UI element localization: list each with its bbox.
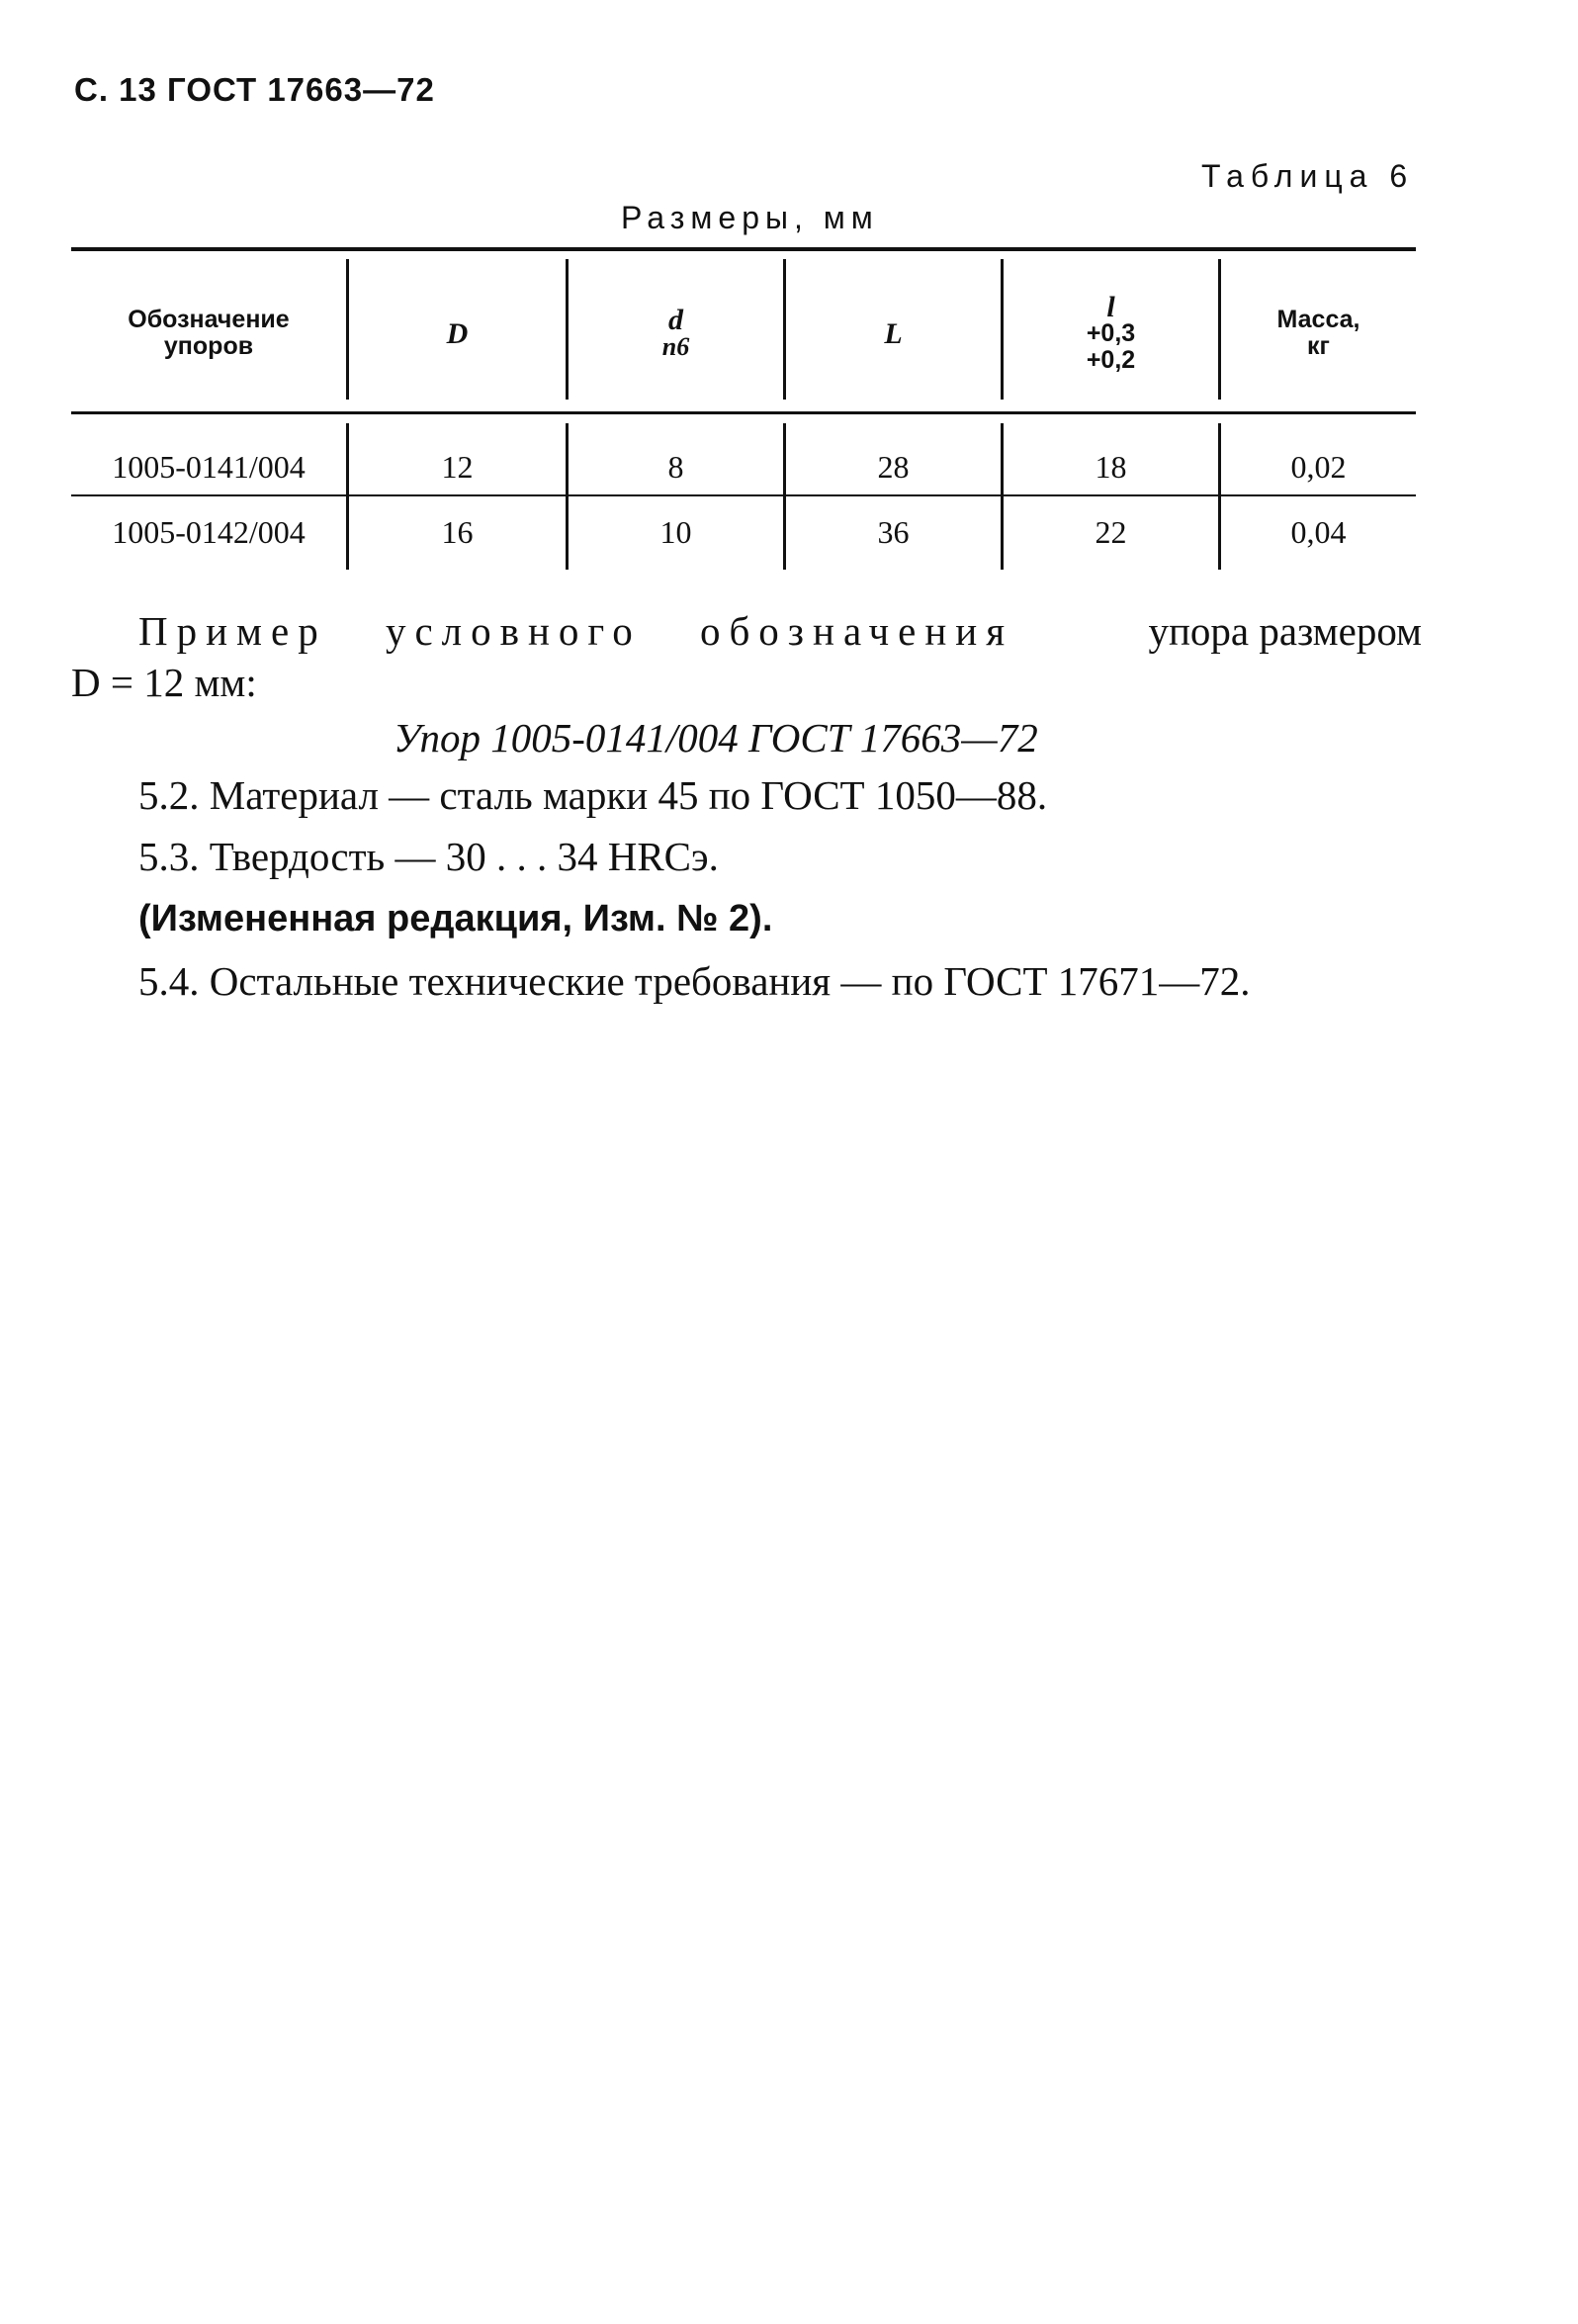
clause-5-3: 5.3. Твердость — 30 . . . 34 HRCэ. [138, 834, 719, 879]
example-designation: Упор 1005-0141/004 ГОСТ 17663—72 [394, 715, 1038, 760]
col-header-l-symbol: l [1106, 290, 1115, 323]
col-header-d-tolerance: n6 [661, 332, 690, 361]
col-header-d-symbol: d [668, 304, 683, 336]
clause-5-2: 5.2. Материал — сталь марки 45 по ГОСТ 1050—88. [138, 772, 1048, 818]
col-header-L-symbol: L [884, 316, 903, 350]
cell-D: 16 [441, 513, 474, 550]
col-header-l-upper-tolerance: +0,3 [1086, 318, 1136, 347]
cell-l: 18 [1095, 448, 1127, 485]
cell-D: 12 [441, 448, 474, 485]
col-header-mass [1221, 259, 1416, 407]
col-header-d [569, 259, 783, 407]
table-label: Таблица 6 [1201, 158, 1415, 194]
example-line-2: D = 12 мм: [71, 660, 257, 705]
col-header-designation-line2: упоров [163, 332, 254, 360]
row-divider [71, 494, 1416, 496]
cell-L: 36 [877, 513, 910, 550]
example-intro-spaced: Пример условного обозначения [138, 608, 1014, 654]
cell-designation: 1005-0141/004 [112, 448, 306, 485]
col-header-L [786, 259, 1001, 407]
col-header-designation [71, 259, 346, 407]
cell-d: 10 [659, 513, 692, 550]
example-line-1 [138, 605, 1422, 657]
example-intro-rest: упора размером [1148, 608, 1422, 654]
col-header-mass-line1: Масса, [1276, 306, 1360, 333]
revision-note: (Измененная редакция, Изм. № 2). [138, 898, 773, 939]
cell-L: 28 [877, 448, 910, 485]
col-header-D-symbol: D [446, 316, 469, 350]
page-header: С. 13 ГОСТ 17663—72 [74, 71, 435, 108]
cell-d: 8 [667, 448, 684, 485]
cell-mass: 0,04 [1290, 513, 1347, 550]
col-header-D [349, 259, 566, 407]
table-units: Размеры, мм [621, 200, 879, 235]
header-bottom-rule [71, 411, 1416, 414]
col-header-l [1004, 259, 1218, 407]
col-header-l-lower-tolerance: +0,2 [1086, 345, 1136, 374]
col-header-mass-line2: кг [1307, 332, 1330, 360]
cell-l: 22 [1095, 513, 1127, 550]
cell-designation: 1005-0142/004 [112, 513, 306, 550]
clause-5-4: 5.4. Остальные технические требования — по ГОСТ 17671—72. [138, 958, 1251, 1004]
table-top-rule [71, 247, 1416, 251]
col-header-designation-line1: Обозначение [128, 306, 290, 333]
cell-mass: 0,02 [1290, 448, 1347, 485]
